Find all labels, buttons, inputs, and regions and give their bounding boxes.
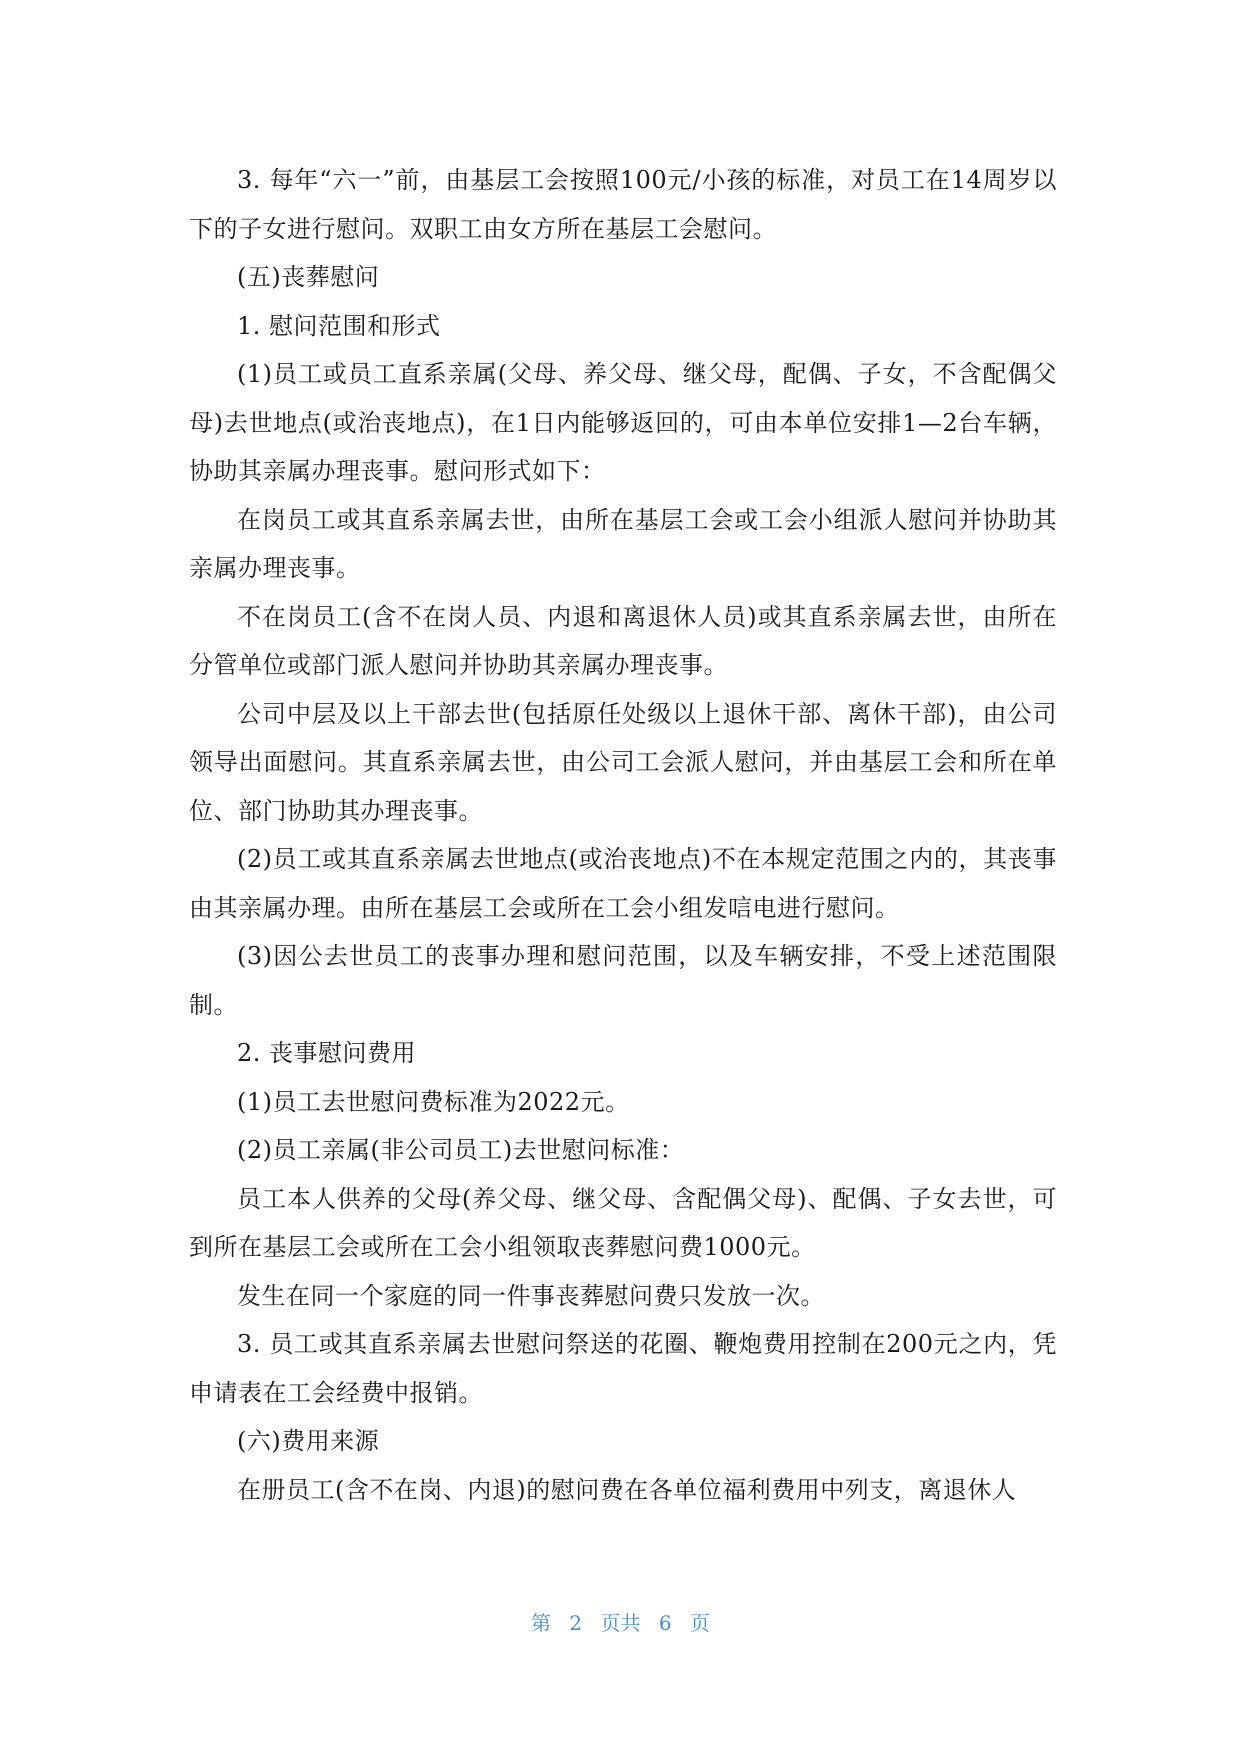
- paragraph-11: (1)员工去世慰问费标准为2022元。: [237, 1087, 630, 1116]
- section-heading-funeral: (五)丧葬慰问: [237, 263, 380, 291]
- footer-total-pages: 6: [658, 1611, 672, 1635]
- paragraph-9: (3)因公去世员工的丧事办理和慰问范围，以及车辆安排，不受上述范围限制。: [189, 942, 1057, 1019]
- paragraph-12: (2)员工亲属(非公司员工)去世慰问标准：: [237, 1136, 685, 1164]
- document-body: [189, 156, 1057, 1514]
- footer-prefix: 第: [531, 1611, 552, 1635]
- paragraph-1: 3. 每年“六一”前，由基层工会按照100元/小孩的标准，对员工在14周岁以下的子女进行慰问。双职工由女方所在基层工会慰问。: [189, 166, 1057, 243]
- paragraph-4: (1)员工或员工直系亲属(父母、养父母、继父母，配偶、子女，不含配偶父母)去世地点(或治丧地点)，在1日内能够返回的，可由本单位安排1—2台车辆，协助其亲属办理丧事。慰问形式如下：: [189, 360, 1057, 485]
- subheading-funeral-expenses: 2. 丧事慰问费用: [237, 1039, 417, 1067]
- footer-current-page: 2: [569, 1611, 583, 1635]
- footer-suffix: 页: [689, 1611, 710, 1635]
- paragraph-5: 在岗员工或其直系亲属去世，由所在基层工会或工会小组派人慰问并协助其亲属办理丧事。: [189, 505, 1057, 582]
- paragraph-8: (2)员工或其直系亲属去世地点(或治丧地点)不在本规定范围之内的，其丧事由其亲属办理。由所在基层工会或所在工会小组发唁电进行慰问。: [189, 845, 1057, 922]
- paragraph-15: 3. 员工或其直系亲属去世慰问祭送的花圈、鞭炮费用控制在200元之内，凭申请表在工会经费中报销。: [189, 1330, 1057, 1407]
- paragraph-14: 发生在同一个家庭的同一件事丧葬慰问费只发放一次。: [237, 1281, 825, 1310]
- paragraph-6: 不在岗员工(含不在岗人员、内退和离退休人员)或其直系亲属去世，由所在分管单位或部门派人慰问并协助其亲属办理丧事。: [189, 602, 1057, 679]
- footer-middle: 页共: [600, 1611, 641, 1635]
- paragraph-13: 员工本人供养的父母(养父母、继父母、含配偶父母)、配偶、子女去世，可到所在基层工会或所在工会小组领取丧葬慰问费1000元。: [189, 1184, 1057, 1261]
- section-heading-funding: (六)费用来源: [237, 1427, 380, 1455]
- paragraph-7: 公司中层及以上干部去世(包括原任处级以上退休干部、离休干部)，由公司领导出面慰问。其直系亲属去世，由公司工会派人慰问，并由基层工会和所在单位、部门协助其办理丧事。: [189, 699, 1057, 825]
- subheading-scope: 1. 慰问范围和形式: [237, 311, 441, 340]
- paragraph-17: 在册员工(含不在岗、内退)的慰问费在各单位福利费用中列支，离退休人: [237, 1475, 1017, 1504]
- page-footer: [0, 1607, 1241, 1636]
